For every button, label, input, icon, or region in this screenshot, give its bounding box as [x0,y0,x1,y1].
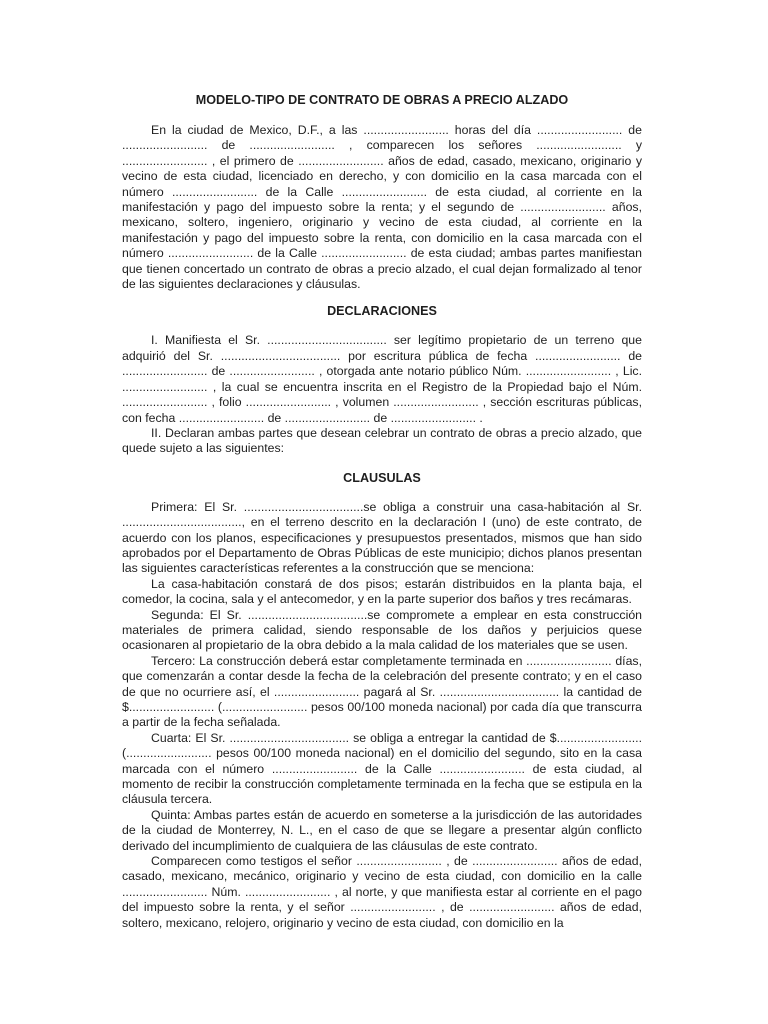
clausula-tercera: Tercero: La construcción deberá estar completamente terminada en ......................... días, que comenzarán a contar desde la fecha de la celebración del presente contrato; y en el caso de que no ocurriere así, el ......................... pagará al Sr. ................................... la cantidad de $......................... (......................... pesos 00/100 moneda nacional) por cada día que transcurra a partir de la fecha señalada. [122,653,642,730]
declaraciones-list [122,333,642,456]
clausula-cuarta: Cuarta: El Sr. ................................... se obliga a entregar la cantidad de $......................... (......................... pesos 00/100 moneda nacional) en el domicilio del segundo, sito en la casa marcada con el número ......................... de la Calle ......................... de esta ciudad, al momento de recibir la construcción completamente terminada en la fecha que se estipula en la cláusula tercera. [122,730,642,807]
clausula-primera-detalle: La casa-habitación constará de dos pisos; estarán distribuidos en la planta baja, el comedor, la cocina, sala y el antecomedor, y en la parte superior dos baños y tres recámaras. [122,576,642,607]
clausulas-list [122,500,642,931]
declaraciones-heading: DECLARACIONES [327,304,437,319]
testigos-paragraph: Comparecen como testigos el señor ......................... , de ......................... años de edad, casado, mexicano, mecánico, originario y vecino de esta ciudad, con domicilio en la calle ......................... Núm. ......................... , al norte, y que manifiesta estar al corriente en el pago del impuesto sobre la renta, y el señor ......................... , de ......................... años de edad, soltero, mexicano, relojero, originario y vecino de esta ciudad, con domicilio en la [122,854,642,930]
intro-paragraph: En la ciudad de Mexico, D.F., a las ......................... horas del día ......................... de ......................... de ......................... , comparecen los señores ......................... y ......................... , el primero de ......................... años de edad, casado, mexicano, originario y vecino de esta ciudad, licenciado en derecho, y con domicilio en la casa marcada con el número ......................... de la Calle ......................... de esta ciudad, al corriente en la manifestación y pago del impuesto sobre la renta; y el segundo de ......................... años, mexicano, soltero, ingeniero, originario y vecino de esta ciudad, al corriente en la manifestación y pago del impuesto sobre la renta, con domicilio en la casa marcada con el número ......................... de la Calle ......................... de esta ciudad; ambas partes manifiestan que tienen concertado un contrato de obras a precio alzado, el cual dejan formalizado al tenor de las siguientes declaraciones y cláusulas. [122,123,642,292]
clausula-quinta: Quinta: Ambas partes están de acuerdo en someterse a la jurisdicción de las autoridades de la ciudad de Monterrey, N. L., en el caso de que se llegare a presentar algún conflicto derivado del incumplimiento de cualquiera de las cláusulas de este contrato. [122,807,642,853]
clausula-primera: Primera: El Sr. ...................................se obliga a construir una casa-habitación al Sr. ..................................., en el terreno descrito en la declaración I (uno) de este contrato, de acuerdo con los planos, especificaciones y presupuestos presentados, mismos que han sido aprobados por el Departamento de Obras Públicas de este municipio; dichos planos presentan las siguientes características referentes a la construcción que se menciona: [122,499,642,576]
document-title: MODELO-TIPO DE CONTRATO DE OBRAS A PRECIO ALZADO [195,93,569,107]
declaracion-1: I. Manifiesta el Sr. ................................... ser legítimo propietario de un terreno que adquirió del Sr. ................................... por escritura pública de fecha ......................... de ......................... de ......................... , otorgada ante notario público Núm. ......................... , Lic. ......................... , la cual se encuentra inscrita en el Registro de la Propiedad bajo el Núm. ......................... , folio ......................... , volumen ......................... , sección escrituras públicas, con fecha ......................... de ......................... de ......................... . [122,333,642,425]
clausulas-heading: CLAUSULAS [343,470,421,485]
document-body [122,92,642,931]
declaracion-2: II. Declaran ambas partes que desean celebrar un contrato de obras a precio alzado, que quede sujeto a las siguientes: [122,425,642,456]
clausula-segunda: Segunda: El Sr. ...................................se compromete a emplear en esta construcción materiales de primera calidad, siendo responsable de los daños y perjuicios quese ocasionaren al propietario de la obra debido a la mala calidad de los materiales que se usen. [122,607,642,653]
